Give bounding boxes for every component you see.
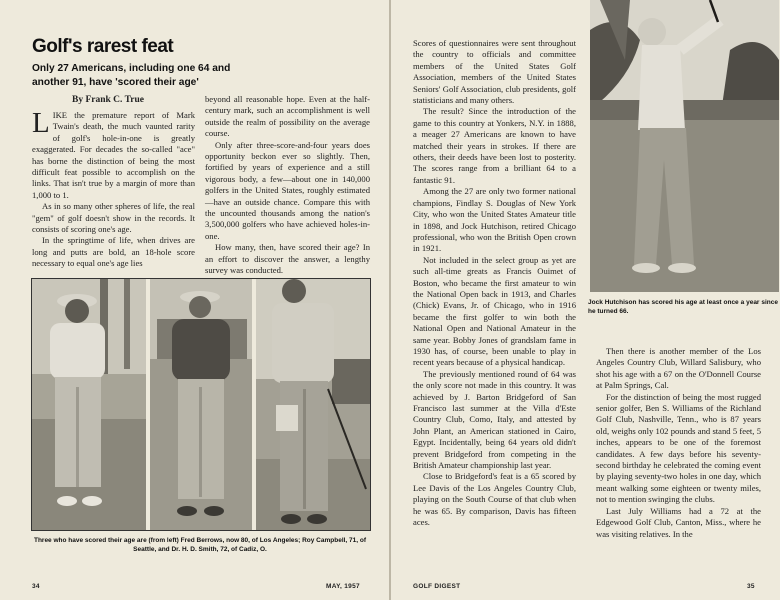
issue-date: MAY, 1957 [326,583,360,590]
paragraph: Scores of questionnaires were sent throughout the country to officials and committee members of the United States Golf Association, members of the United States Seniors' Golf Association, club presidents, golf statisticians and many others. [413,38,576,106]
paragraph: The previously mentioned round of 64 was the only score not made in this country. It was achieved by J. Barton Bridgeford of San Francisco last summer at the Villa d'Este Country Club, Como, Italy, and attested by John Plant, an American stationed in Cairo, Egypt. Incidentally, being 64 years old didn't prevent Bridgeford from competing in the British Amateur championship last year. [413,368,576,471]
photo-caption: Jock Hutchison has scored his age at least once a year since he turned 66. [588,299,778,315]
drop-cap: L [32,107,50,139]
photo-caption: Three who have scored their age are (from left) Fred Berrows, now 80, of Los Angeles; Roy Campbell, 71, of Seattle, and Dr. H. D. Smith, 72, of Cadiz, O. [33,537,367,553]
hutchison-illustration [590,0,779,292]
paragraph: Last July Williams had a 72 at the Edgewood Golf Club, Canton, Miss., where he was visiting relatives. In the [596,505,761,539]
right-column-2 [596,346,761,540]
left-page [0,0,389,600]
page-number: 34 [32,583,40,590]
paragraph: Then there is another member of the Los Angeles Country Club, Willard Salisbury, who shot his age with a 67 on the O'Donnell Course at Palm Springs, Cal. [596,346,761,391]
paragraph: As in so many other spheres of life, the real "gem" of golf doesn't show in the records. It consists of scoring one's age. [32,201,195,235]
right-page [391,0,780,600]
left-column-2 [205,94,370,277]
article-subtitle: Only 27 Americans, including one 64 and another 91, have 'scored their age' [32,63,231,88]
paragraph: Among the 27 are only two former national champions, Findlay S. Douglas of New York City, who won the United States Amateur title in 1898, and Jock Hutchison, retired Chicago professional, who won the British Open crown in 1921. [413,186,576,254]
magazine-name: GOLF DIGEST [413,583,461,590]
article-title: Golf's rarest feat [32,36,174,57]
three-golfers-photo [31,278,371,531]
paragraph: For the distinction of being the most rugged senior golfer, Ben S. Williams of the Richland Golf Club, Nashville, Tenn., who is 87 years old, weighs only 102 pounds and stand 5 feet, 5 inches, appears to be one of the foremost candidates. A few days before his seventy-second birthday he celebrated the coming event by playing seventy-two holes in one day, which meant walking some eighteen or twenty miles, not to mention swinging the clubs. [596,391,761,505]
paragraph: Only after three-score-and-four years does opportunity beckon ever so slightly. Then, fortified by years of experience and a still vigorous body, a few—about one in 140,000 golfers in the United States, roughly estimated—have an outside chance. Compare this with the uncounted thousands among the nation's 3,500,000 golfers who have achieved holes-in-one. [205,139,370,241]
paragraph: The result? Since the introduction of the game to this country at Yonkers, N.Y. in 1888, a meager 27 Americans are known to have matched their years in strokes. If there are others, their deeds have been lost to posterity. The scores range from a brilliant 64 to a fantastic 91. [413,106,576,185]
paragraph: beyond all reasonable hope. Even at the half-century mark, such an accomplishment is well outside the realm of possibility on the average course. [205,94,370,139]
page-number: 35 [747,583,755,590]
paragraph: In the springtime of life, when drives are long and putts are bold, an 18-hole score necessary to equal one's age lies [32,235,195,269]
paragraph: LIKE the premature report of Mark Twain's death, the much vaunted rarity of golf's hole-in-one is greatly exaggerated. For decades the so-called "ace" has borne the distinction of being the most difficult feat possible to accomplish on the links. That isn't true by a margin of more than 1,000 to 1. [32,107,195,200]
paragraph: How many, then, have scored their age? In an effort to discover the answer, a lengthy survey was conducted. [205,242,370,276]
hutchison-photo [590,0,779,292]
left-column-1 [32,107,195,270]
paragraph: Close to Bridgeford's feat is a 65 scored by Lee Davis of the Los Angeles Country Club, playing on the South Course of that club when he was 65. By comparison, Davis has fifteen aces. [413,471,576,528]
article-byline: By Frank C. True [72,95,144,105]
three-golfers-illustration [32,279,370,530]
right-column-1 [413,38,576,528]
paragraph: Not included in the select group as yet are such all-time greats as Francis Ouimet of Boston, who became the first amateur to win the National Open back in 1913, and Charles (Chick) Evans, Jr. of Chicago, who in 1916 became the first golfer to win both the National Open and National Amateur in the same year. Bobby Jones of grandslam fame in 1930 has, of course, been unable to play in recent years because of a physical handicap. [413,254,576,368]
